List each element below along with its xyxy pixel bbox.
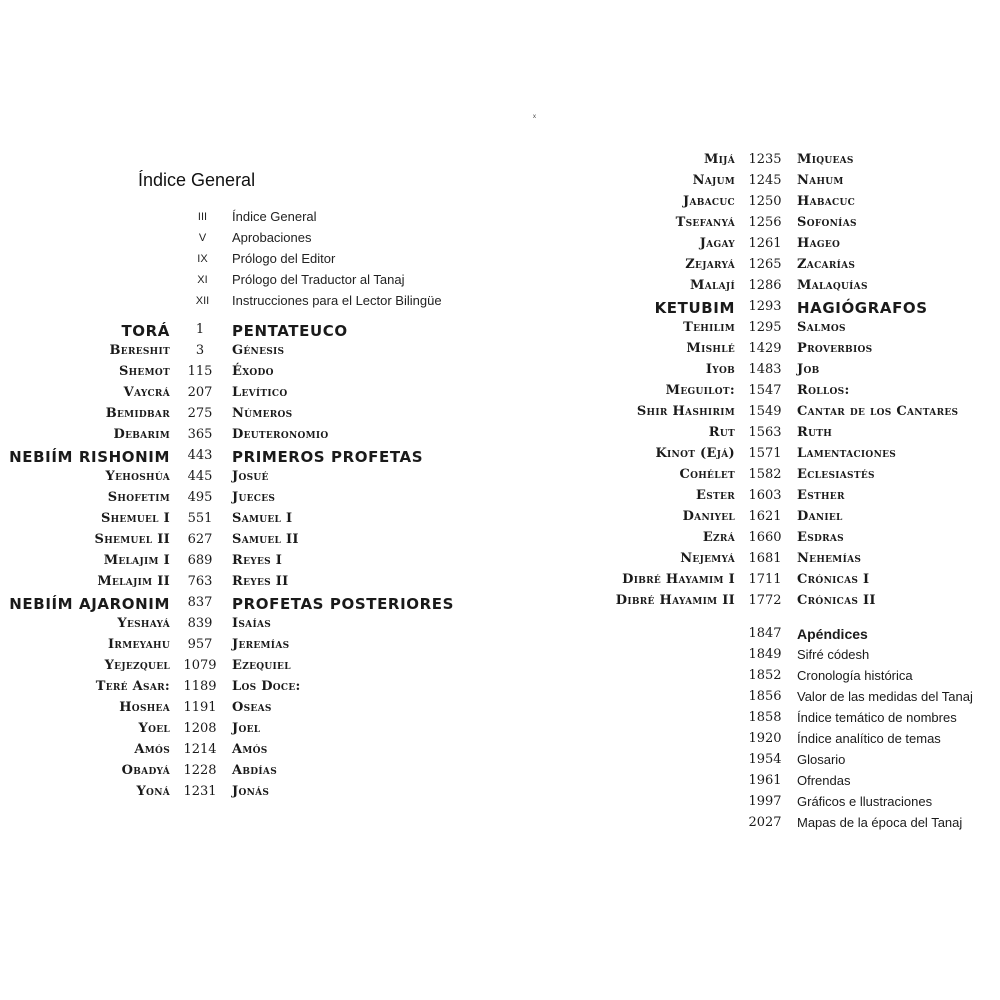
spanish-title: Levítico: [232, 385, 288, 400]
toc-row: [565, 687, 1000, 708]
prelim-label: Aprobaciones: [232, 230, 312, 245]
hebrew-title: Shemuel II: [94, 532, 170, 547]
spanish-title: Amós: [232, 742, 268, 757]
spanish-title: Gráficos e llustraciones: [797, 794, 933, 809]
page-number: 1849: [748, 647, 782, 662]
page-number: 1235: [748, 152, 782, 167]
page-number: 837: [187, 595, 213, 610]
section-row: [0, 593, 480, 614]
prelim-label: Índice General: [232, 209, 317, 224]
spanish-title: Reyes I: [232, 553, 283, 568]
prelim-row: [0, 291, 500, 312]
page-number: 1772: [748, 593, 782, 608]
page-number: 551: [187, 511, 213, 526]
prelim-row: [0, 207, 500, 228]
toc-row: [565, 549, 1000, 570]
spanish-title: Índice analítico de temas: [797, 731, 941, 746]
spanish-title: Cronología histórica: [797, 668, 913, 683]
section-row: [565, 624, 1000, 645]
hebrew-title: Nejemyá: [680, 551, 735, 566]
spanish-title: Los Doce:: [232, 679, 301, 694]
hebrew-title: Shir Hashirim: [636, 404, 735, 419]
toc-row: [0, 572, 480, 593]
hebrew-title: Yoná: [136, 784, 170, 799]
spanish-title: Hageo: [797, 236, 841, 251]
hebrew-title: Jagay: [699, 236, 735, 251]
spanish-title: HAGIÓGRAFOS: [797, 299, 928, 317]
spanish-title: Génesis: [232, 343, 285, 358]
spanish-title: Ofrendas: [797, 773, 851, 788]
spanish-title: Reyes II: [232, 574, 289, 589]
spanish-title: Esther: [797, 488, 845, 503]
spanish-title: Glosario: [797, 752, 846, 767]
toc-row: [565, 813, 1000, 834]
page-number: 627: [187, 532, 213, 547]
page-number: 365: [187, 427, 213, 442]
spanish-title: Rollos:: [797, 383, 850, 398]
hebrew-title: Dibré Hayamim II: [615, 593, 735, 608]
spanish-title: Nahum: [797, 173, 844, 188]
spanish-title: Malaquías: [797, 278, 868, 293]
page-number: 1621: [748, 509, 782, 524]
spanish-title: Samuel II: [232, 532, 299, 547]
hebrew-title: Hoshea: [119, 700, 170, 715]
toc-row: [565, 339, 1000, 360]
spanish-title: Números: [232, 406, 293, 421]
prelim-row: [0, 228, 500, 249]
toc-row: [0, 635, 480, 656]
section-row: [565, 297, 1000, 318]
toc-row: [565, 234, 1000, 255]
spanish-title: Jeremías: [232, 637, 290, 652]
hebrew-title: Jabacuc: [683, 194, 735, 209]
toc-row: [565, 444, 1000, 465]
toc-row: [0, 488, 480, 509]
page-number: 1256: [748, 215, 782, 230]
page-number: 2027: [748, 815, 782, 830]
prelim-label: Prólogo del Editor: [232, 251, 336, 266]
section-row: [0, 320, 480, 341]
toc-row: [565, 486, 1000, 507]
page-number: 1954: [748, 752, 782, 767]
toc-row: [0, 677, 480, 698]
prelim-label: Instrucciones para el Lector Bilingüe: [232, 293, 442, 308]
toc-row: [0, 383, 480, 404]
toc-row: [565, 360, 1000, 381]
page-number: 1261: [748, 236, 782, 251]
hebrew-title: Yejezquel: [104, 658, 170, 673]
page-number: 1997: [748, 794, 782, 809]
page-number: 1858: [748, 710, 782, 725]
toc-row: [565, 255, 1000, 276]
page-number: 275: [187, 406, 213, 421]
spanish-title: Jueces: [232, 490, 276, 505]
page-number: 689: [187, 553, 213, 568]
page-number: 1549: [748, 404, 782, 419]
spanish-title: Crónicas I: [797, 572, 870, 587]
page-number: 3: [195, 343, 205, 358]
hebrew-title: Yeshayá: [117, 616, 170, 631]
hebrew-title: Bemidbar: [105, 406, 170, 421]
spanish-title: Sifré códesh: [797, 647, 870, 662]
hebrew-title: Mishlé: [686, 341, 735, 356]
page-number: 1189: [183, 679, 217, 694]
spanish-title: Daniel: [797, 509, 843, 524]
toc-row: [0, 740, 480, 761]
prelim-number: III: [197, 211, 208, 223]
spanish-title: Joel: [232, 721, 261, 736]
page-number: 445: [187, 469, 213, 484]
page-number: 1852: [748, 668, 782, 683]
page-number: 1231: [183, 784, 217, 799]
hebrew-title: Irmeyahu: [108, 637, 170, 652]
toc-row: [565, 402, 1000, 423]
toc-row: [565, 771, 1000, 792]
toc-row: [565, 708, 1000, 729]
spanish-title: Sofonías: [797, 215, 857, 230]
page-number: 1582: [748, 467, 782, 482]
page-number: 1856: [748, 689, 782, 704]
toc-row: [565, 729, 1000, 750]
page-number: 1079: [183, 658, 217, 673]
hebrew-title: Zejaryá: [685, 257, 735, 272]
toc-row: [0, 698, 480, 719]
spanish-title: PROFETAS POSTERIORES: [232, 595, 454, 613]
hebrew-title: Obadyá: [121, 763, 170, 778]
spanish-title: Eclesiastés: [797, 467, 875, 482]
page-number: 957: [187, 637, 213, 652]
spanish-title: Apéndices: [797, 626, 868, 642]
toc-row: [565, 645, 1000, 666]
prelim-label: Prólogo del Traductor al Tanaj: [232, 272, 405, 287]
toc-row: [565, 792, 1000, 813]
page-number: 1245: [748, 173, 782, 188]
toc-row: [0, 404, 480, 425]
spanish-title: Índice temático de nombres: [797, 710, 957, 725]
spanish-title: Crónicas II: [797, 593, 876, 608]
page-number: 1547: [748, 383, 782, 398]
page-number: 1563: [748, 425, 782, 440]
page-title: Índice General: [138, 170, 256, 190]
hebrew-title: Yehoshúa: [105, 469, 170, 484]
prelim-number: XI: [197, 274, 208, 286]
toc-row: [0, 614, 480, 635]
toc-row: [0, 341, 480, 362]
toc-row: [565, 507, 1000, 528]
spanish-title: Ruth: [797, 425, 833, 440]
page-number: 1847: [748, 626, 782, 641]
spanish-title: Josué: [232, 469, 269, 484]
hebrew-title: Meguilot:: [665, 383, 735, 398]
spanish-title: PENTATEUCO: [232, 322, 348, 340]
spanish-title: Jonás: [232, 784, 270, 799]
page-number: 1711: [748, 572, 782, 587]
toc-row: [565, 213, 1000, 234]
toc-row: [565, 150, 1000, 171]
page-number-mark: ˣ: [533, 112, 536, 122]
spanish-title: Ezequiel: [232, 658, 291, 673]
hebrew-title: Melajim I: [103, 553, 170, 568]
spanish-title: Zacarías: [797, 257, 856, 272]
spanish-title: Mapas de la época del Tanaj: [797, 815, 963, 830]
spanish-title: Lamentaciones: [797, 446, 897, 461]
spanish-title: Salmos: [797, 320, 846, 335]
hebrew-title: Daniyel: [682, 509, 735, 524]
prelim-row: [0, 249, 500, 270]
toc-row: [565, 570, 1000, 591]
prelim-number: XII: [195, 295, 210, 307]
spanish-title: Nehemías: [797, 551, 862, 566]
hebrew-title: Ester: [696, 488, 735, 503]
toc-row: [0, 467, 480, 488]
spanish-title: Éxodo: [232, 364, 274, 379]
toc-row: [0, 761, 480, 782]
hebrew-title: Rut: [708, 425, 735, 440]
toc-row: [0, 425, 480, 446]
toc-row: [565, 750, 1000, 771]
hebrew-title: Kinot (Ejá): [655, 446, 735, 461]
toc-row: [565, 381, 1000, 402]
hebrew-title: Shemot: [118, 364, 170, 379]
page-number: 495: [187, 490, 213, 505]
spanish-title: Proverbios: [797, 341, 873, 356]
hebrew-title: Teré Asar:: [95, 679, 170, 694]
page-number: 1681: [748, 551, 782, 566]
hebrew-title: Cohélet: [679, 467, 735, 482]
hebrew-title: Malají: [690, 278, 735, 293]
page-number: 1483: [748, 362, 782, 377]
toc-row: [565, 423, 1000, 444]
hebrew-title: Debarim: [113, 427, 170, 442]
toc-row: [0, 551, 480, 572]
spanish-title: Miqueas: [797, 152, 854, 167]
spanish-title: Deuteronomio: [232, 427, 329, 442]
hebrew-title: Yoel: [138, 721, 170, 736]
prelim-row: [0, 270, 500, 291]
page-number: 1191: [183, 700, 217, 715]
spanish-title: Abdías: [232, 763, 277, 778]
page-number: 1214: [183, 742, 217, 757]
hebrew-title: Najum: [692, 173, 735, 188]
hebrew-title: Dibré Hayamim I: [622, 572, 735, 587]
page-number: 1250: [748, 194, 782, 209]
hebrew-title: Shemuel I: [100, 511, 170, 526]
spanish-title: Isaías: [232, 616, 272, 631]
hebrew-title: Vaycrá: [123, 385, 170, 400]
toc-row: [0, 656, 480, 677]
spanish-title: Valor de las medidas del Tanaj: [797, 689, 973, 704]
spanish-title: Samuel I: [232, 511, 293, 526]
hebrew-title: Bereshit: [109, 343, 170, 358]
toc-row: [0, 719, 480, 740]
toc-row: [565, 318, 1000, 339]
hebrew-title: Tsefanyá: [675, 215, 735, 230]
spanish-title: Job: [797, 362, 820, 377]
prelim-number: V: [198, 232, 207, 244]
hebrew-title: Iyob: [705, 362, 735, 377]
toc-row: [565, 276, 1000, 297]
hebrew-title: TORÁ: [121, 322, 170, 340]
page-number: 1293: [748, 299, 782, 314]
page-number: 839: [187, 616, 213, 631]
page-number: 1603: [748, 488, 782, 503]
page-number: 1920: [748, 731, 782, 746]
toc-row: [0, 362, 480, 383]
page-number: 1: [195, 322, 205, 337]
toc-row: [565, 192, 1000, 213]
hebrew-title: KETUBIM: [654, 299, 735, 317]
hebrew-title: Melajim II: [97, 574, 170, 589]
page-number: 115: [187, 364, 213, 379]
toc-row: [565, 591, 1000, 612]
hebrew-title: Mijá: [703, 152, 735, 167]
toc-row: [565, 171, 1000, 192]
page-number: 1660: [748, 530, 782, 545]
toc-row: [565, 666, 1000, 687]
page-number: 1961: [748, 773, 782, 788]
page-number: 1208: [183, 721, 217, 736]
page-number: 1295: [748, 320, 782, 335]
page-number: 207: [187, 385, 213, 400]
page-number: 1228: [183, 763, 217, 778]
toc-row: [0, 509, 480, 530]
hebrew-title: NEBIÍM RISHONIM: [9, 448, 170, 466]
page-number: 1429: [748, 341, 782, 356]
page-number: 443: [187, 448, 213, 463]
page-number: 1265: [748, 257, 782, 272]
prelim-number: IX: [197, 253, 208, 265]
hebrew-title: Shofetim: [107, 490, 170, 505]
page-number: 763: [187, 574, 213, 589]
hebrew-title: Tehilim: [683, 320, 735, 335]
spanish-title: Habacuc: [797, 194, 856, 209]
spanish-title: Cantar de los Cantares: [797, 404, 959, 419]
page-number: 1571: [748, 446, 782, 461]
hebrew-title: Ezrá: [702, 530, 735, 545]
toc-row: [0, 782, 480, 803]
toc-row: [565, 465, 1000, 486]
page-number: 1286: [748, 278, 782, 293]
hebrew-title: NEBIÍM AJARONIM: [9, 595, 170, 613]
spanish-title: PRIMEROS PROFETAS: [232, 448, 424, 466]
spanish-title: Oseas: [232, 700, 272, 715]
section-row: [0, 446, 480, 467]
hebrew-title: Amós: [134, 742, 170, 757]
toc-row: [0, 530, 480, 551]
spanish-title: Esdras: [797, 530, 844, 545]
toc-row: [565, 528, 1000, 549]
